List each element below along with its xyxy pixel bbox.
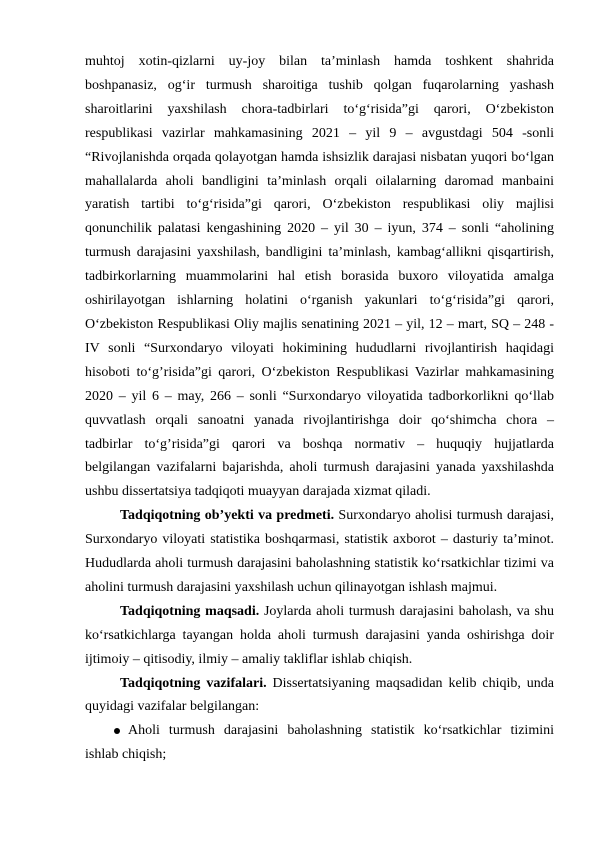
research-tasks-paragraph bbox=[85, 672, 554, 720]
research-object-heading: Tadqiqotning ob’yekti va predmeti. bbox=[120, 508, 335, 524]
research-object-text: Surxondaryo aholisi turmush darajasi, Surxondaryo viloyati statistika boshqarmasi, statistik axborot – dasturiy ta’minot. Hududlarda aholi turmush darajasini baholashning statistik ko‘rsatkichlar tizimi va aholini turmush darajasini yaxshilash uchun qilinayotgan ishlash majmui. bbox=[85, 508, 554, 595]
list-item-text: Aholi turmush darajasini baholashning statistik ko‘rsatkichlar tizimini ishlab chiqish; bbox=[85, 723, 554, 763]
list-item bbox=[85, 719, 554, 767]
research-goal-paragraph bbox=[85, 600, 554, 672]
body-paragraph-legal-basis: muhtoj xotin-qizlarni uy-joy bilan ta’minlash hamda toshkent shahrida boshpanasiz, og‘ir turmush sharoitiga tushib qolgan fuqarolarning yashash sharoitlarini yaxshilash chora-tadbirlari to‘g‘risida”gi qarori, O‘zbekiston respublikasi vazirlar mahkamasining 2021 – yil 9 – avgustdagi 504 -sonli “Rivojlanishda orqada qolayotgan hamda ishsizlik darajasi nisbatan yuqori bo‘lgan mahallalarda aholi bandligini ta’minlash orqali oilalarning daromad manbaini yaratish tartibi to‘g‘risida”gi qarori, O‘zbekiston respublikasi oliy majlisi qonunchilik palatasi kengashining 2020 – yil 30 – iyun, 374 – sonli “aholining turmush darajasini yaxshilash, bandligini ta’minlash, kambag‘allikni qisqartirish, tadbirkorlarning muammolarini hal etish borasida buxoro viloyatida amalga oshirilayotgan ishlarning holatini o‘rganish yakunlari to‘g‘risida”gi qarori, O‘zbekiston Respublikasi Oliy majlis senatining 2021 – yil, 12 – mart, SQ – 248 - IV sonli “Surxondaryo viloyati hokimining hududlarni rivojlantirish haqidagi hisoboti to‘g’risida”gi qarori, O‘zbekiston Respublikasi Vazirlar mahkamasining 2020 – yil 6 – may, 266 – sonli “Surxondaryo viloyatida tadborkorlikni qo‘llab quvvatlash orqali sanoatni yanada rivojlantirishga doir qo‘shimcha chora – tadbirlar to‘g’risida”gi qarori va boshqa normativ – huquqiy hujjatlarda belgilangan vazifalarni bajarishda, aholi turmush darajasini yanada yaxshilashda ushbu dissertatsiya tadqiqoti muayyan darajada xizmat qiladi. bbox=[85, 54, 554, 500]
research-goal-text: Joylarda aholi turmush darajasini baholash, va shu ko‘rsatkichlarga tayangan holda aholi turmush darajasini yanda oshirishga doir ijtimoiy – qitisodiy, ilmiy – amaliy takliflar ishlab chiqish. bbox=[85, 603, 554, 667]
research-goal-heading: Tadqiqotning maqsadi. bbox=[120, 603, 260, 619]
research-tasks-heading: Tadqiqotning vazifalari. bbox=[120, 675, 267, 691]
research-tasks-text: Dissertatsiyaning maqsadidan kelib chiqib, unda quyidagi vazifalar belgilangan: bbox=[85, 675, 554, 715]
research-object-paragraph bbox=[85, 504, 554, 600]
document-page bbox=[85, 50, 554, 767]
